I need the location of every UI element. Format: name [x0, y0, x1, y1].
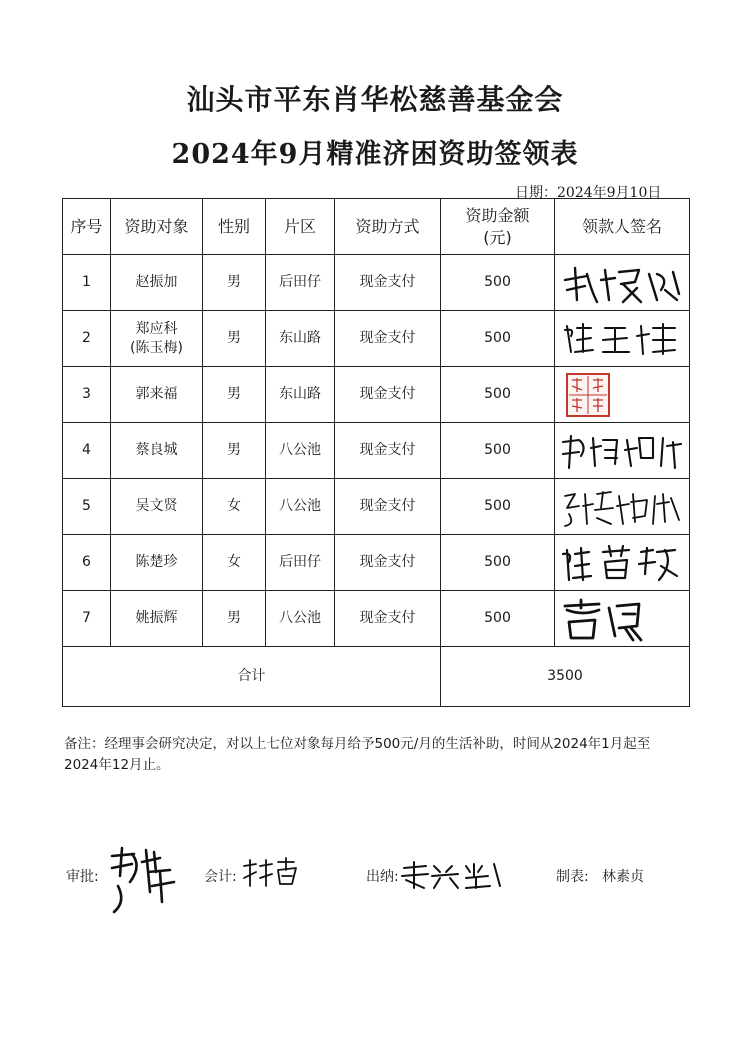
- approver-signature-image: [108, 842, 184, 918]
- document-date: 日期：2024年9月10日: [515, 185, 662, 201]
- remarks-note: 备注：经理事会研究决定，对以上七位对象每月给予500元/月的生活补助，时间从2024年1月起至2024年12月止。: [64, 736, 651, 773]
- col-header-area: 片区: [266, 199, 335, 255]
- doc-title: 2024年9月精准济困资助签领表: [171, 139, 579, 170]
- cell-area: 后田仔: [266, 535, 335, 591]
- cashier-label: 出纳:: [366, 869, 399, 885]
- cell-method: 现金支付: [335, 255, 441, 311]
- disbursement-table: [62, 198, 690, 707]
- cell-no: 2: [63, 311, 111, 367]
- cell-gender: 男: [203, 367, 266, 423]
- cell-recipient: 姚振辉: [111, 591, 203, 647]
- col-header-no: 序号: [63, 199, 111, 255]
- cell-area: 东山路: [266, 311, 335, 367]
- cell-area: 八公池: [266, 479, 335, 535]
- handwritten-signature-image: [557, 540, 687, 586]
- cell-gender: 男: [203, 255, 266, 311]
- cell-recipient: 蔡良城: [111, 423, 203, 479]
- signature-cell: [555, 591, 690, 647]
- signature-cell: [555, 255, 690, 311]
- table-row: [63, 535, 690, 591]
- cell-gender: 男: [203, 591, 266, 647]
- table-header-row: [63, 199, 690, 255]
- cell-method: 现金支付: [335, 367, 441, 423]
- org-title: 汕头市平东肖华松慈善基金会: [186, 83, 564, 116]
- table-row: [63, 479, 690, 535]
- cell-amount: 500: [441, 311, 555, 367]
- preparer-label: 制表:: [556, 869, 589, 885]
- cell-area: 八公池: [266, 423, 335, 479]
- table-row: [63, 311, 690, 367]
- cell-no: 7: [63, 591, 111, 647]
- handwritten-signature-image: [557, 260, 687, 306]
- cell-gender: 女: [203, 479, 266, 535]
- table-row: [63, 255, 690, 311]
- total-amount: 3500: [441, 647, 690, 707]
- handwritten-signature-image: [557, 428, 687, 474]
- col-header-gender: 性别: [203, 199, 266, 255]
- cell-area: 东山路: [266, 367, 335, 423]
- total-label: 合计: [63, 647, 441, 707]
- cell-recipient: 赵振加: [111, 255, 203, 311]
- col-header-signature: 领款人签名: [555, 199, 690, 255]
- cell-no: 5: [63, 479, 111, 535]
- cell-method: 现金支付: [335, 311, 441, 367]
- cell-amount: 500: [441, 591, 555, 647]
- cell-amount: 500: [441, 479, 555, 535]
- signature-cell: [555, 423, 690, 479]
- cell-method: 现金支付: [335, 591, 441, 647]
- cell-method: 现金支付: [335, 479, 441, 535]
- red-seal-stamp: [565, 372, 611, 418]
- table-row: [63, 367, 690, 423]
- handwritten-signature-image: [557, 484, 687, 530]
- col-header-method: 资助方式: [335, 199, 441, 255]
- signature-cell: [555, 311, 690, 367]
- cell-amount: 500: [441, 367, 555, 423]
- preparer-name: 林素贞: [602, 869, 644, 885]
- cell-method: 现金支付: [335, 535, 441, 591]
- accountant-signature-image: [240, 856, 300, 890]
- table-row: [63, 591, 690, 647]
- accountant-label: 会计:: [204, 869, 237, 885]
- cell-amount: 500: [441, 535, 555, 591]
- cell-no: 4: [63, 423, 111, 479]
- cell-no: 1: [63, 255, 111, 311]
- cell-recipient: 陈楚珍: [111, 535, 203, 591]
- approve-label: 审批:: [66, 869, 99, 885]
- cell-recipient: 郑应科 (陈玉梅): [111, 311, 203, 367]
- cell-no: 3: [63, 367, 111, 423]
- cell-recipient: 吴文贤: [111, 479, 203, 535]
- cell-gender: 男: [203, 423, 266, 479]
- cell-recipient: 郭来福: [111, 367, 203, 423]
- signature-cell: [555, 535, 690, 591]
- cell-gender: 男: [203, 311, 266, 367]
- cell-amount: 500: [441, 255, 555, 311]
- handwritten-signature-image: [557, 316, 687, 362]
- cell-method: 现金支付: [335, 423, 441, 479]
- col-header-amount: 资助金额 (元): [441, 199, 555, 255]
- table-total-row: [63, 647, 690, 707]
- cell-area: 八公池: [266, 591, 335, 647]
- signature-cell: [555, 367, 690, 423]
- col-header-recipient: 资助对象: [111, 199, 203, 255]
- handwritten-signature-image: [559, 596, 689, 642]
- cell-gender: 女: [203, 535, 266, 591]
- cell-area: 后田仔: [266, 255, 335, 311]
- cell-amount: 500: [441, 423, 555, 479]
- cashier-signature-image: [400, 860, 504, 890]
- signature-cell: [555, 479, 690, 535]
- cell-no: 6: [63, 535, 111, 591]
- table-row: [63, 423, 690, 479]
